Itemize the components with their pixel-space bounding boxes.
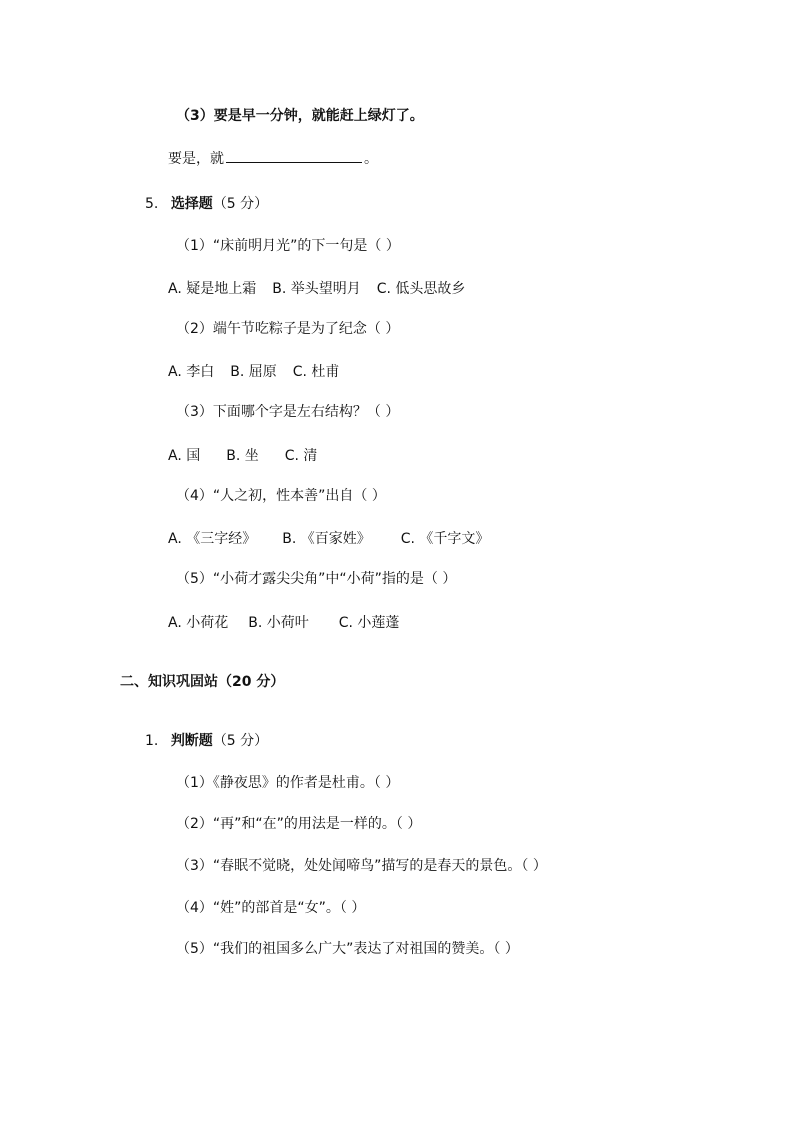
choice-item-1-options (168, 279, 465, 299)
choice-item-4-options (168, 529, 489, 549)
choice-option-c[interactable]: C. 小莲蓬 (338, 615, 400, 631)
choice-option-b[interactable]: B. 举头望明月 (272, 281, 361, 297)
choice-item-2-options (168, 362, 339, 382)
choice-item-5-options (168, 613, 399, 633)
judge-item-4: （4）“姓”的部首是“女”。（ ） (176, 900, 366, 916)
rewrite-question-3 (176, 106, 424, 126)
choice-item-1-stem: （1）“床前明月光”的下一句是（ ） (176, 238, 400, 254)
judge-item-1: （1）《静夜思》的作者是杜甫。（ ） (176, 775, 400, 791)
choice-item-3-options (168, 446, 317, 466)
choice-option-b[interactable]: B. 《百家姓》 (282, 531, 371, 547)
rewrite-answer-end: 。 (364, 151, 378, 167)
question-5-title: 选择题 (170, 196, 213, 212)
choice-option-c[interactable]: C. 低头思故乡 (376, 281, 466, 297)
judge-item-5: （5）“我们的祖国多么广大”表达了对祖国的赞美。（ ） (176, 941, 519, 957)
judge-question-score: （5 分） (212, 733, 269, 749)
choice-item-4-stem: （4）“人之初，性本善”出自（ ） (176, 488, 386, 504)
choice-item-3-stem: （3）下面哪个字是左右结构？（ ） (176, 404, 400, 420)
judge-question-header (145, 731, 268, 751)
choice-option-c[interactable]: C. 《千字文》 (400, 531, 490, 547)
choice-item-2-stem: （2）端午节吃粽子是为了纪念（ ） (176, 321, 400, 337)
question-5-number: 5. (145, 196, 159, 212)
question-5-header (145, 194, 268, 214)
choice-option-b[interactable]: B. 小荷叶 (248, 615, 309, 631)
choice-option-a[interactable]: A. 国 (168, 448, 201, 464)
choice-option-c[interactable]: C. 清 (284, 448, 318, 464)
rewrite-answer-prefix: 要是，就 (168, 151, 224, 167)
choice-option-a[interactable]: A. 疑是地上霜 (168, 281, 257, 297)
choice-option-a[interactable]: A. 《三字经》 (168, 531, 257, 547)
section-2-heading: 二、知识巩固站（20 分） (120, 674, 285, 690)
choice-option-b[interactable]: B. 坐 (226, 448, 259, 464)
choice-option-a[interactable]: A. 李白 (168, 364, 215, 380)
choice-option-c[interactable]: C. 杜甫 (292, 364, 340, 380)
choice-option-b[interactable]: B. 屈原 (230, 364, 277, 380)
rewrite-question-3-prompt: （3）要是早一分钟，就能赶上绿灯了。 (176, 108, 424, 124)
judge-item-3: （3）“春眠不觉晓，处处闻啼鸟”描写的是春天的景色。（ ） (176, 858, 547, 874)
choice-item-5-stem: （5）“小荷才露尖尖角”中“小荷”指的是（ ） (176, 571, 457, 587)
answer-blank[interactable] (226, 148, 362, 163)
judge-question-title: 判断题 (170, 733, 213, 749)
question-5-score: （5 分） (212, 196, 269, 212)
rewrite-answer-line (168, 148, 378, 169)
judge-item-2: （2）“再”和“在”的用法是一样的。（ ） (176, 816, 422, 832)
choice-option-a[interactable]: A. 小荷花 (168, 615, 229, 631)
judge-question-number: 1. (145, 733, 159, 749)
